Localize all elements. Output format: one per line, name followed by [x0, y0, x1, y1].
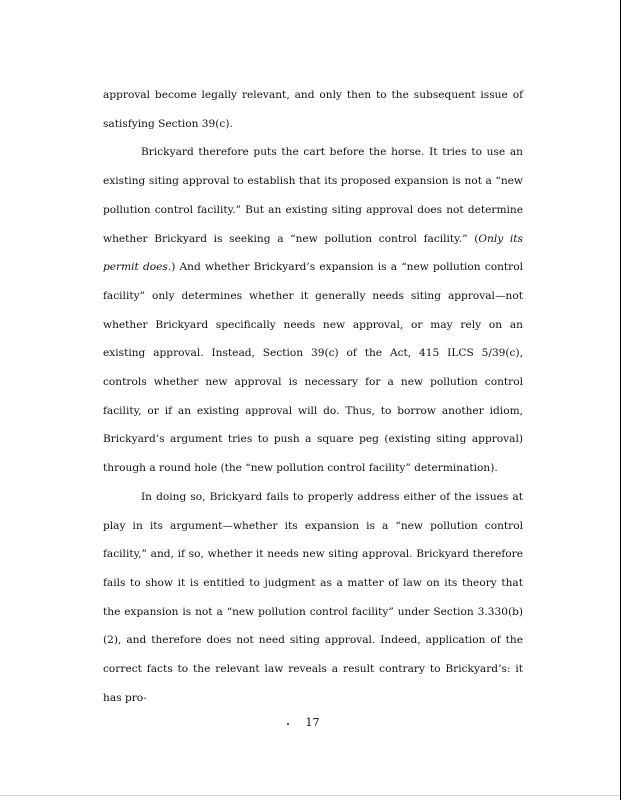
scan-edge-bottom: [0, 795, 620, 796]
paragraph-text: ) And whether Brickyard’s expansion is a “new pollution control facility” only determines whether it generally needs siting approval—not whether Brickyard specifically needs new approval, or may rely on an existing approval. Instead, Section 39(c) of the Act, 415 ILCS 5/39(c), controls whether new approval is necessary for a new pollution control facility, or if an existing approval will do. Thus, to borrow another idiom, Brickyard’s argument tries to push a square peg (existing siting approval) through a round hole (the “new pollution control facility” determination).: [103, 261, 524, 475]
scan-edge-right: [620, 0, 621, 800]
page-number: 17: [305, 716, 320, 729]
paragraph-text: Brickyard therefore puts the cart before the horse. It tries to use an existing siting approval to establish that its proposed expansion is not a “new pollution control facility.” But an existing siting approval does not determine whether Brickyard is seeking a “new pollution control facility.” (: [103, 146, 523, 245]
paragraph-in-doing-so: In doing so, Brickyard fails to properly address either of the issues at play in its argument—whether its expansion is a “new pollution control facility,” and, if so, whether it needs new siting approval. Brickyard therefore fails to show it is entitled to judgment as a matter of law on its theory that the expansion is not a “new pollution control facility” under Section 3.330(b)(2), and therefore does not need siting approval. Indeed, application of the correct facts to the relevant law reveals a result contrary to Brickyard’s: it has pro-: [103, 490, 523, 704]
document-body: [103, 81, 523, 712]
italic-parenthetical: Only its permit does.: [103, 232, 523, 274]
paragraph-cart-before-horse: [103, 138, 523, 482]
paragraph-continuation: approval become legally relevant, and only then to the subsequent issue of satisfying Section 39(c).: [103, 89, 523, 130]
